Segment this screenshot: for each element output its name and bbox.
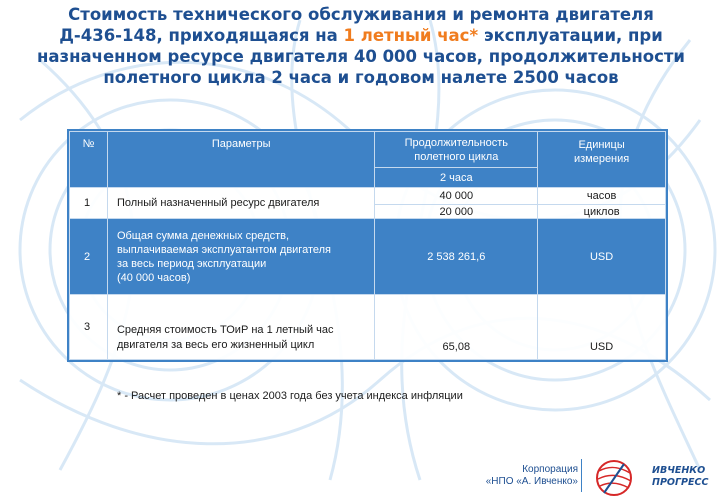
row-3-parameter-line-2: двигателя за весь его жизненный цикл (116, 339, 315, 351)
row-1-parameter: Полный назначенный ресурс двигателя (107, 188, 374, 219)
header-duration-value: 2 часа (375, 168, 538, 188)
row-3-parameter (107, 295, 374, 360)
title-line-2-end: эксплуатации, при (478, 26, 663, 45)
row-1-number: 1 (70, 188, 108, 219)
title-line-2 (0, 25, 722, 46)
header-parameters: Параметры (107, 132, 374, 188)
row-2-parameter-line-4: (40 000 часов) (116, 271, 191, 284)
row-1-unit-2: циклов (538, 205, 666, 219)
footnote: * - Расчет проведен в ценах 2003 года без учета индекса инфляции (117, 390, 463, 402)
row-3-parameter-line-1: Средняя стоимость ТОиР на 1 летный час (116, 324, 334, 336)
row-3-value: 65,08 (375, 295, 538, 360)
header-units-line-1: Единицы (578, 139, 625, 151)
row-2-parameter-line-2: выплачиваемая эксплуатантом двигателя (116, 243, 331, 256)
brand-logo (652, 465, 708, 489)
brand-line-1: ИВЧЕНКО (652, 465, 706, 476)
row-2-parameter-line-3: за весь период эксплуатации (116, 257, 267, 270)
title-line-1: Стоимость технического обслуживания и ремонта двигателя (68, 5, 654, 24)
header-duration-line-2: полетного цикла (414, 150, 499, 163)
header-units-line-2: измерения (573, 153, 630, 165)
table-row (70, 219, 666, 295)
row-1-unit-1: часов (538, 188, 666, 205)
row-2-parameter (107, 219, 374, 295)
table-row (70, 295, 666, 360)
title-accent: 1 летный час* (343, 26, 479, 45)
title-line-2-start: Д-436-148, приходящаяся на (59, 26, 344, 45)
corporation-line-1: Корпорация (522, 464, 578, 475)
corporation-name (470, 464, 578, 488)
row-2-number: 2 (70, 219, 108, 295)
header-units (538, 132, 666, 188)
table-header-row (70, 132, 666, 168)
page-title (0, 4, 722, 88)
row-2-parameter-line-1: Общая сумма денежных средств, (116, 229, 290, 242)
corporation-logo-icon (590, 459, 638, 497)
header-duration (375, 132, 538, 168)
row-2-unit: USD (538, 219, 666, 295)
title-line-3: назначенном ресурсе двигателя 40 000 часов, продолжительности (37, 47, 685, 66)
row-3-number: 3 (70, 295, 108, 360)
row-1-value-1: 40 000 (375, 188, 538, 205)
cost-table (69, 131, 666, 360)
table-row (70, 188, 666, 205)
header-duration-line-1: Продолжительность (404, 136, 508, 149)
title-line-4: полетного цикла 2 часа и годовом налете 2500 часов (103, 68, 619, 87)
row-2-value: 2 538 261,6 (375, 219, 538, 295)
brand-line-2: ПРОГРЕСС (652, 477, 709, 488)
row-3-unit: USD (538, 295, 666, 360)
header-number: № (70, 132, 108, 188)
row-1-value-2: 20 000 (375, 205, 538, 219)
footer-divider (581, 459, 582, 492)
corporation-line-2: «НПО «А. Ивченко» (485, 476, 578, 487)
